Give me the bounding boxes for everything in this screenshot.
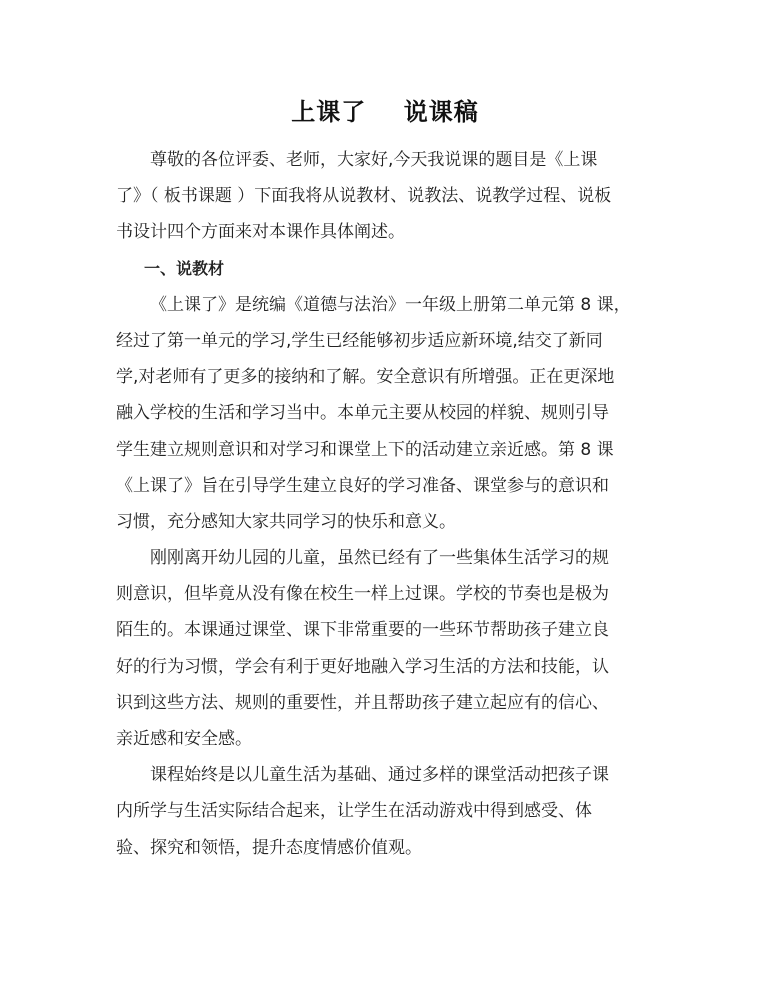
document-title: 上课了 说课稿 — [291, 98, 479, 126]
intro-line: 书设计四个方面来对本课作具体阐述。 — [116, 222, 405, 243]
paragraph-line: 习惯，充分感知大家共同学习的快乐和意义。 — [116, 511, 456, 532]
paragraph-line: 识到这些方法、规则的重要性，并且帮助孩子建立起应有的信心、 — [116, 692, 609, 713]
paragraph-line: 课程始终是以儿童生活为基础、通过多样的课堂活动把孩子课 — [150, 765, 609, 786]
paragraph-line: 陌生的。本课通过课堂、课下非常重要的一些环节帮助孩子建立良 — [116, 620, 609, 641]
paragraph-line: 《上课了》旨在引导学生建立良好的学习准备、课堂参与的意识和 — [116, 475, 609, 496]
paragraph-line: 亲近感和安全感。 — [116, 729, 252, 749]
intro-line: 了》（ 板书课题 ）下面我将从说教材、说教法、说教学过程、说板 — [116, 186, 612, 207]
paragraph-line: 好的行为习惯，学会有利于更好地融入学习生活的方法和技能，认 — [116, 656, 609, 677]
paragraph-line: 融入学校的生活和学习当中。本单元主要从校园的样貌、规则引导 — [116, 403, 609, 424]
paragraph-line: 学,对老师有了更多的接纳和了解。安全意识有所增强。正在更深地 — [116, 367, 615, 388]
intro-line: 尊敬的各位评委、老师，大家好,今天我说课的题目是《上课 — [150, 150, 598, 170]
paragraph-line: 《上课了》是统编《道德与法治》一年级上册第二单元第 8 课， — [150, 294, 631, 315]
paragraph-line: 则意识，但毕竟从没有像在校生一样上过课。学校的节奏也是极为 — [116, 584, 609, 605]
paragraph-line: 验、探究和领悟，提升态度情感价值观。 — [116, 837, 422, 858]
document-body — [116, 142, 656, 866]
section-heading-textbook: 一、说教材 — [144, 258, 225, 278]
paragraph-line: 刚刚离开幼儿园的儿童，虽然已经有了一些集体生活学习的规 — [150, 548, 609, 569]
paragraph-line: 学生建立规则意识和对学习和课堂上下的活动建立亲近感。第 8 课 — [116, 439, 614, 460]
paragraph-line: 内所学与生活实际结合起来，让学生在活动游戏中得到感受、体 — [116, 801, 592, 822]
paragraph-line: 经过了第一单元的学习,学生已经能够初步适应新环境,结交了新同 — [116, 330, 603, 351]
